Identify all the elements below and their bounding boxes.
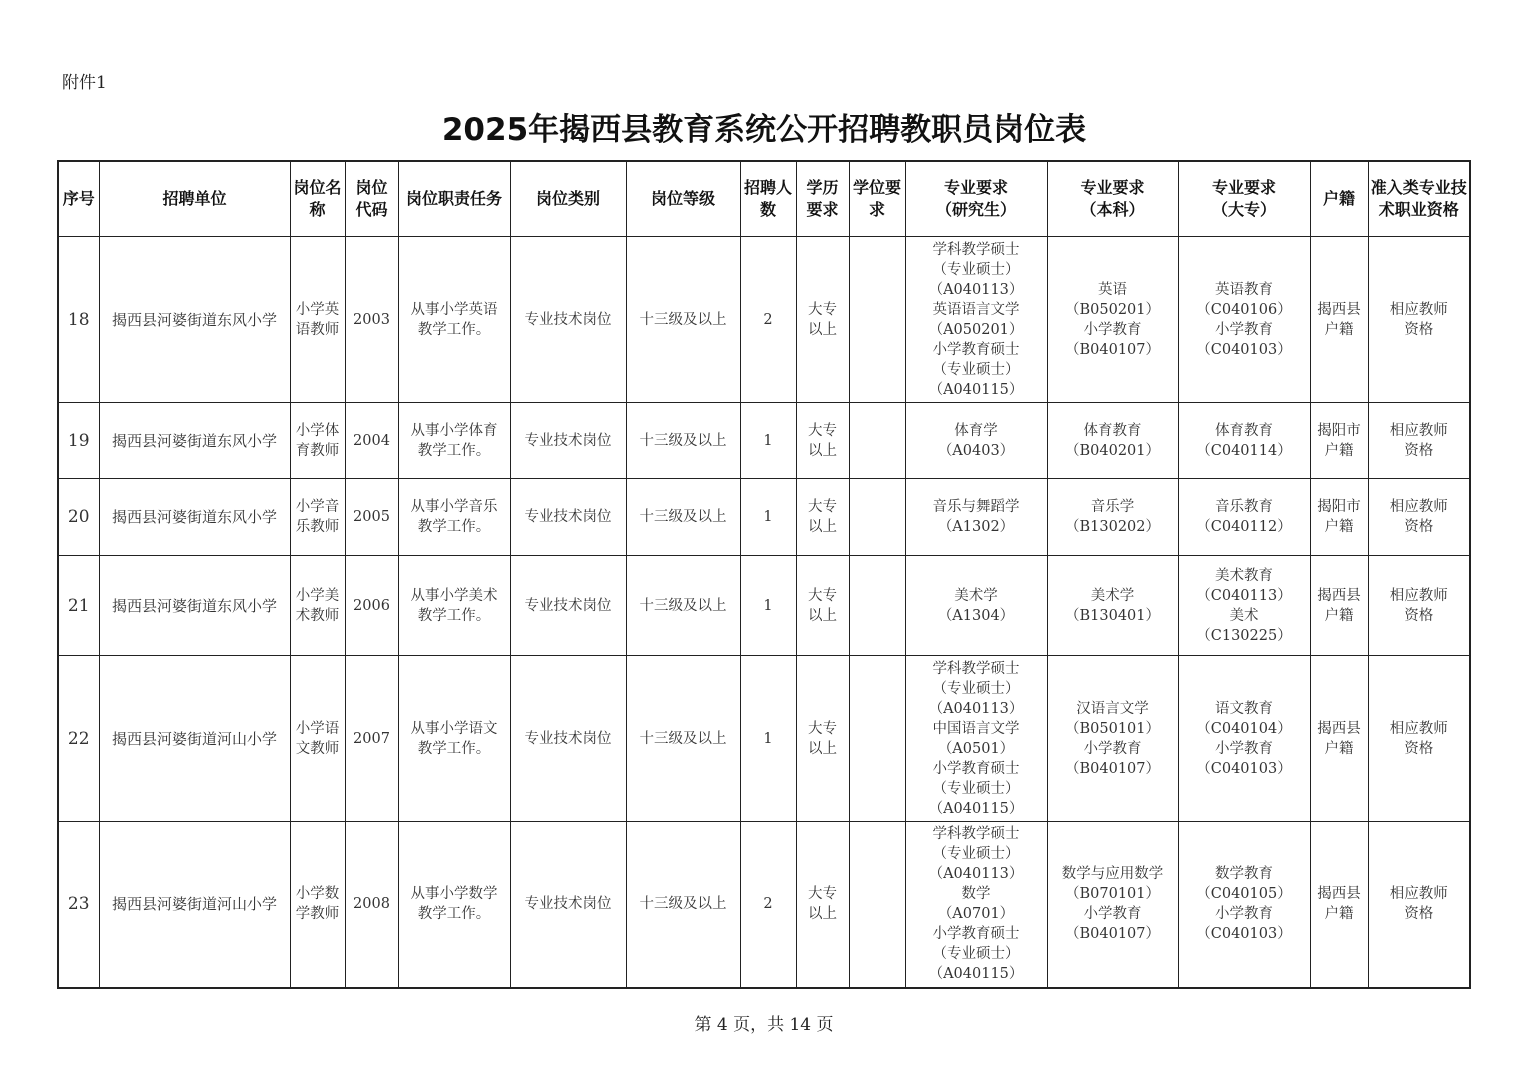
cell-duties-line: 教学工作。 [417, 740, 491, 757]
cell-college-major [1178, 479, 1310, 556]
cell-grad-major-line: （A1304） [937, 607, 1015, 624]
header-line: 技术职业资 [1378, 178, 1467, 219]
cell-duties [398, 479, 510, 556]
cell-college-major-line: 英语教育 [1215, 281, 1273, 298]
cell-category: 专业技术岗位 [510, 479, 626, 556]
cell-grad-major [905, 822, 1047, 988]
header-line: 序 [62, 189, 79, 208]
header-line: 专业要求 [943, 178, 1008, 197]
cell-grad-major-line: 音乐与舞蹈学 [932, 499, 1020, 515]
cell-post-name-line: 小学音 [295, 499, 340, 515]
cell-household [1310, 479, 1368, 556]
cell-qualification [1368, 822, 1470, 988]
cell-duties-line: 教学工作。 [417, 321, 491, 338]
cell-grad-major [905, 237, 1047, 403]
cell-duties-line: 从事小学体育 [410, 422, 498, 439]
cell-grad-major-line: （A040115） [928, 381, 1024, 398]
header-line: 任务 [470, 189, 503, 208]
cell-education [796, 237, 849, 403]
cell-household-line: 揭西县 [1317, 886, 1361, 903]
cell-count: 1 [740, 479, 796, 556]
header-line: 岗位 [293, 178, 326, 197]
cell-grad-major-line: （专业硕士） [932, 946, 1020, 963]
cell-education-line: 以上 [808, 906, 837, 923]
cell-bachelor-major-line: 英语 [1098, 281, 1127, 298]
cell-bachelor-major-line: 汉语言文学 [1076, 700, 1149, 717]
cell-grad-major-line: （A0701） [937, 906, 1015, 923]
header-line: 岗位等级 [650, 189, 715, 208]
cell-post-code: 2004 [345, 403, 398, 479]
cell-duties-line: 教学工作。 [417, 607, 491, 624]
cell-post-name-line: 小学语 [295, 720, 340, 737]
cell-household [1310, 556, 1368, 656]
cell-duties [398, 237, 510, 403]
cell-bachelor-major-line: （B040107） [1064, 760, 1160, 777]
cell-college-major-line: （C040106） [1196, 301, 1292, 318]
header-line: 专业要求 [1080, 178, 1145, 197]
cell-household-line: 户籍 [1324, 906, 1354, 923]
cell-college-major [1178, 403, 1310, 479]
cell-degree [849, 237, 905, 403]
cell-duties [398, 656, 510, 822]
header-qualification [1368, 161, 1470, 237]
cell-qualification-line: 相应教师 [1389, 499, 1448, 515]
cell-grad-major-line: （A1302） [937, 519, 1015, 535]
header-line: 代码 [355, 200, 388, 219]
cell-education-line: 大专 [808, 422, 837, 439]
cell-post-code: 2008 [345, 822, 398, 988]
cell-category: 专业技术岗位 [510, 556, 626, 656]
cell-education [796, 556, 849, 656]
cell-grad-major [905, 556, 1047, 656]
cell-college-major [1178, 556, 1310, 656]
cell-category: 专业技术岗位 [510, 403, 626, 479]
cell-college-major-line: （C130225） [1196, 627, 1292, 644]
cell-count: 2 [740, 822, 796, 988]
cell-no: 23 [58, 822, 99, 988]
cell-education-line: 以上 [808, 607, 837, 624]
cell-grad-major-line: 小学教育硕士 [932, 341, 1020, 358]
cell-education-line: 大专 [808, 720, 837, 737]
cell-grad-major-line: （A040113） [928, 700, 1024, 717]
header-line: 岗位类别 [535, 189, 600, 208]
cell-post-name [290, 479, 345, 556]
table-row [58, 822, 1470, 988]
cell-grade: 十三级及以上 [626, 479, 740, 556]
cell-household-line: 揭西县 [1317, 587, 1361, 604]
cell-post-name-line: 小学体 [295, 422, 340, 439]
cell-grad-major-line: 英语语言文学 [932, 301, 1020, 318]
cell-unit: 揭西县河婆街道东风小学 [99, 479, 290, 556]
header-count [740, 161, 796, 237]
header-row [58, 161, 1470, 237]
cell-qualification [1368, 556, 1470, 656]
cell-household [1310, 403, 1368, 479]
cell-household-line: 揭西县 [1317, 720, 1361, 737]
cell-college-major-line: 语文教育 [1215, 700, 1273, 717]
cell-bachelor-major-line: 数学与应用数学 [1061, 866, 1164, 883]
cell-category: 专业技术岗位 [510, 656, 626, 822]
cell-qualification-line: 相应教师 [1389, 720, 1448, 737]
cell-qualification-line: 相应教师 [1389, 587, 1448, 604]
cell-education [796, 822, 849, 988]
cell-bachelor-major-line: （B070101） [1064, 886, 1160, 903]
cell-degree [849, 403, 905, 479]
table-row [58, 237, 1470, 403]
page-title: 2025年揭西县教育系统公开招聘教职员岗位表 [441, 112, 1087, 148]
cell-education-line: 以上 [808, 442, 837, 459]
cell-count: 1 [740, 403, 796, 479]
cell-post-code: 2006 [345, 556, 398, 656]
cell-grad-major-line: （A040115） [928, 966, 1024, 983]
table-row [58, 479, 1470, 556]
cell-grad-major-line: 美术学 [954, 587, 998, 604]
cell-grad-major-line: （A040113） [928, 281, 1024, 298]
table-row [58, 403, 1470, 479]
cell-post-name-line: 术教师 [295, 607, 340, 624]
cell-post-name-line: 育教师 [295, 442, 340, 459]
cell-post-code: 2007 [345, 656, 398, 822]
cell-duties-line: 从事小学美术 [410, 587, 498, 604]
cell-college-major-line: （C040103） [1196, 760, 1292, 777]
cell-college-major-line: （C040104） [1196, 720, 1292, 737]
cell-unit: 揭西县河婆街道东风小学 [99, 237, 290, 403]
cell-grad-major-line: （专业硕士） [932, 780, 1020, 797]
cell-education-line: 大专 [808, 886, 837, 903]
cell-college-major [1178, 822, 1310, 988]
cell-post-code: 2005 [345, 479, 398, 556]
cell-household-line: 户籍 [1324, 607, 1354, 624]
cell-grad-major-line: 数学 [961, 886, 991, 903]
cell-grade: 十三级及以上 [626, 237, 740, 403]
header-bachelor-major [1047, 161, 1178, 237]
cell-bachelor-major-line: 小学教育 [1083, 906, 1142, 923]
cell-unit: 揭西县河婆街道河山小学 [99, 822, 290, 988]
page-footer: 第 4 页，共 14 页 [694, 1015, 834, 1035]
cell-college-major-line: 小学教育 [1215, 906, 1273, 923]
cell-count: 1 [740, 556, 796, 656]
cell-college-major-line: 美术 [1229, 607, 1259, 624]
cell-count: 2 [740, 237, 796, 403]
header-grad-major [905, 161, 1047, 237]
cell-qualification [1368, 403, 1470, 479]
cell-qualification-line: 资格 [1404, 906, 1434, 923]
header-line: 要求 [868, 178, 902, 219]
attachment-label: 附件1 [62, 73, 107, 93]
cell-college-major-line: （C040113） [1196, 587, 1292, 604]
cell-bachelor-major [1047, 403, 1178, 479]
cell-bachelor-major [1047, 479, 1178, 556]
cell-post-code: 2003 [345, 237, 398, 403]
cell-bachelor-major-line: 美术学 [1090, 587, 1135, 604]
cell-college-major-line: 音乐教育 [1215, 499, 1273, 515]
cell-bachelor-major-line: （B040107） [1064, 926, 1160, 943]
cell-college-major-line: （C040114） [1196, 442, 1292, 459]
cell-duties [398, 822, 510, 988]
cell-bachelor-major-line: （B040201） [1064, 442, 1160, 459]
cell-grad-major-line: （专业硕士） [932, 261, 1020, 278]
cell-post-name [290, 403, 345, 479]
table-row [58, 556, 1470, 656]
cell-duties-line: 从事小学英语 [410, 301, 498, 318]
cell-no: 22 [58, 656, 99, 822]
cell-post-name-line: 文教师 [295, 740, 340, 757]
cell-unit: 揭西县河婆街道东风小学 [99, 556, 290, 656]
cell-post-name-line: 乐教师 [295, 519, 340, 535]
cell-bachelor-major-line: 小学教育 [1083, 321, 1142, 338]
recruitment-table [57, 160, 1471, 989]
cell-degree [849, 656, 905, 822]
header-post-code [345, 161, 398, 237]
cell-duties-line: 从事小学数学 [410, 886, 498, 903]
cell-grad-major-line: 学科教学硕士 [932, 826, 1020, 843]
cell-grad-major-line: 体育学 [954, 422, 998, 439]
header-unit [99, 161, 290, 237]
cell-duties [398, 403, 510, 479]
cell-duties-line: 教学工作。 [417, 442, 491, 459]
cell-bachelor-major-line: （B130401） [1064, 607, 1160, 624]
cell-grad-major [905, 403, 1047, 479]
cell-household-line: 户籍 [1324, 740, 1354, 757]
header-duties [398, 161, 510, 237]
cell-grade: 十三级及以上 [626, 556, 740, 656]
cell-household [1310, 822, 1368, 988]
cell-bachelor-major-line: （B040107） [1064, 341, 1160, 358]
header-line: 号 [78, 189, 95, 208]
cell-duties-line: 从事小学音乐 [410, 499, 498, 515]
header-line: 岗位 [355, 178, 388, 197]
cell-post-name-line: 小学美 [295, 587, 340, 604]
cell-grad-major-line: 中国语言文学 [932, 720, 1020, 737]
header-college-major [1178, 161, 1310, 237]
cell-college-major-line: 美术教育 [1215, 567, 1273, 584]
cell-grade: 十三级及以上 [626, 656, 740, 822]
cell-degree [849, 822, 905, 988]
cell-grad-major-line: （专业硕士） [932, 680, 1020, 697]
cell-college-major [1178, 237, 1310, 403]
cell-grad-major-line: 学科教学硕士 [932, 660, 1020, 677]
header-line: 户籍 [1322, 189, 1355, 208]
cell-grad-major-line: 小学教育硕士 [932, 760, 1020, 777]
cell-qualification-line: 资格 [1404, 321, 1434, 338]
header-line: （大专） [1211, 200, 1276, 219]
cell-no: 20 [58, 479, 99, 556]
cell-bachelor-major-line: 小学教育 [1083, 740, 1142, 757]
table-row [58, 656, 1470, 822]
cell-unit: 揭西县河婆街道东风小学 [99, 403, 290, 479]
cell-grad-major-line: （A050201） [928, 321, 1024, 338]
cell-qualification [1368, 656, 1470, 822]
header-line: 格 [1442, 200, 1459, 219]
cell-college-major-line: （C040103） [1196, 926, 1292, 943]
header-household [1310, 161, 1368, 237]
cell-bachelor-major [1047, 822, 1178, 988]
cell-household-line: 户籍 [1324, 519, 1354, 535]
header-line: （本科） [1080, 200, 1145, 219]
header-line: 招聘单位 [162, 189, 227, 208]
cell-grad-major-line: （专业硕士） [932, 361, 1020, 378]
cell-qualification-line: 资格 [1404, 442, 1434, 459]
header-degree [849, 161, 905, 237]
cell-college-major-line: 体育教育 [1215, 422, 1273, 439]
cell-college-major-line: （C040103） [1196, 341, 1292, 358]
cell-bachelor-major [1047, 656, 1178, 822]
cell-post-name-line: 语教师 [295, 321, 340, 338]
header-category [510, 161, 626, 237]
header-line: 招聘 [743, 178, 776, 197]
cell-college-major-line: （C040105） [1196, 886, 1292, 903]
cell-household-line: 揭阳市 [1317, 422, 1361, 439]
header-no [58, 161, 99, 237]
cell-grad-major-line: （专业硕士） [932, 846, 1020, 863]
cell-post-name-line: 小学数 [295, 886, 340, 903]
cell-degree [849, 556, 905, 656]
table-body [58, 237, 1470, 988]
cell-bachelor-major-line: （B050201） [1064, 301, 1160, 318]
cell-grad-major-line: 学科教学硕士 [932, 241, 1020, 258]
cell-no: 18 [58, 237, 99, 403]
cell-qualification-line: 相应教师 [1389, 422, 1448, 439]
cell-no: 21 [58, 556, 99, 656]
header-line: 岗位职责 [405, 189, 470, 208]
cell-category: 专业技术岗位 [510, 237, 626, 403]
cell-education-line: 以上 [808, 321, 837, 338]
cell-household [1310, 656, 1368, 822]
header-line: 准入类专业 [1370, 178, 1451, 197]
cell-count: 1 [740, 656, 796, 822]
header-line: 要求 [806, 200, 839, 219]
cell-duties-line: 教学工作。 [417, 906, 491, 923]
cell-education-line: 大专 [808, 499, 837, 515]
cell-qualification-line: 资格 [1404, 740, 1434, 757]
cell-bachelor-major-line: 音乐学 [1090, 499, 1135, 515]
cell-education-line: 以上 [808, 519, 837, 535]
header-line: 名称 [309, 178, 342, 219]
cell-college-major-line: （C040112） [1196, 519, 1292, 535]
header-education [796, 161, 849, 237]
cell-college-major-line: 小学教育 [1215, 740, 1273, 757]
cell-post-name-line: 学教师 [295, 906, 340, 923]
cell-qualification [1368, 237, 1470, 403]
cell-grad-major [905, 479, 1047, 556]
cell-grad-major-line: 小学教育硕士 [932, 926, 1020, 943]
header-line: 学位 [852, 178, 885, 197]
cell-grad-major [905, 656, 1047, 822]
cell-grade: 十三级及以上 [626, 403, 740, 479]
cell-grade: 十三级及以上 [626, 822, 740, 988]
cell-duties-line: 教学工作。 [417, 519, 491, 535]
cell-bachelor-major [1047, 237, 1178, 403]
cell-post-name [290, 556, 345, 656]
cell-education-line: 以上 [808, 740, 837, 757]
cell-education [796, 403, 849, 479]
cell-qualification-line: 资格 [1404, 607, 1434, 624]
cell-college-major-line: 数学教育 [1215, 866, 1273, 883]
cell-category: 专业技术岗位 [510, 822, 626, 988]
cell-no: 19 [58, 403, 99, 479]
cell-grad-major-line: （A040115） [928, 800, 1024, 817]
cell-post-name [290, 656, 345, 822]
cell-education [796, 656, 849, 822]
cell-college-major-line: 小学教育 [1215, 321, 1273, 338]
cell-qualification-line: 相应教师 [1389, 301, 1448, 318]
header-line: 人数 [759, 178, 793, 219]
cell-college-major [1178, 656, 1310, 822]
header-line: 专业要求 [1211, 178, 1276, 197]
header-grade [626, 161, 740, 237]
cell-education [796, 479, 849, 556]
cell-qualification-line: 资格 [1404, 519, 1434, 535]
cell-duties [398, 556, 510, 656]
cell-grad-major-line: （A0403） [937, 442, 1015, 459]
cell-education-line: 大专 [808, 587, 837, 604]
cell-post-name [290, 822, 345, 988]
cell-grad-major-line: （A040113） [928, 866, 1024, 883]
cell-household [1310, 237, 1368, 403]
cell-bachelor-major-line: （B050101） [1064, 720, 1160, 737]
header-line: 学历 [806, 178, 839, 197]
cell-education-line: 大专 [808, 301, 837, 318]
cell-post-name-line: 小学英 [295, 301, 340, 318]
cell-bachelor-major-line: （B130202） [1064, 519, 1160, 535]
cell-qualification-line: 相应教师 [1389, 886, 1448, 903]
cell-post-name [290, 237, 345, 403]
cell-unit: 揭西县河婆街道河山小学 [99, 656, 290, 822]
cell-qualification [1368, 479, 1470, 556]
cell-household-line: 户籍 [1324, 321, 1354, 338]
cell-household-line: 户籍 [1324, 442, 1354, 459]
header-post-name [290, 161, 345, 237]
cell-degree [849, 479, 905, 556]
cell-bachelor-major [1047, 556, 1178, 656]
cell-household-line: 揭阳市 [1317, 499, 1361, 515]
cell-duties-line: 从事小学语文 [410, 720, 498, 737]
header-line: （研究生） [935, 200, 1016, 219]
cell-bachelor-major-line: 体育教育 [1083, 422, 1142, 439]
cell-grad-major-line: （A0501） [937, 740, 1015, 757]
cell-household-line: 揭西县 [1317, 301, 1361, 318]
